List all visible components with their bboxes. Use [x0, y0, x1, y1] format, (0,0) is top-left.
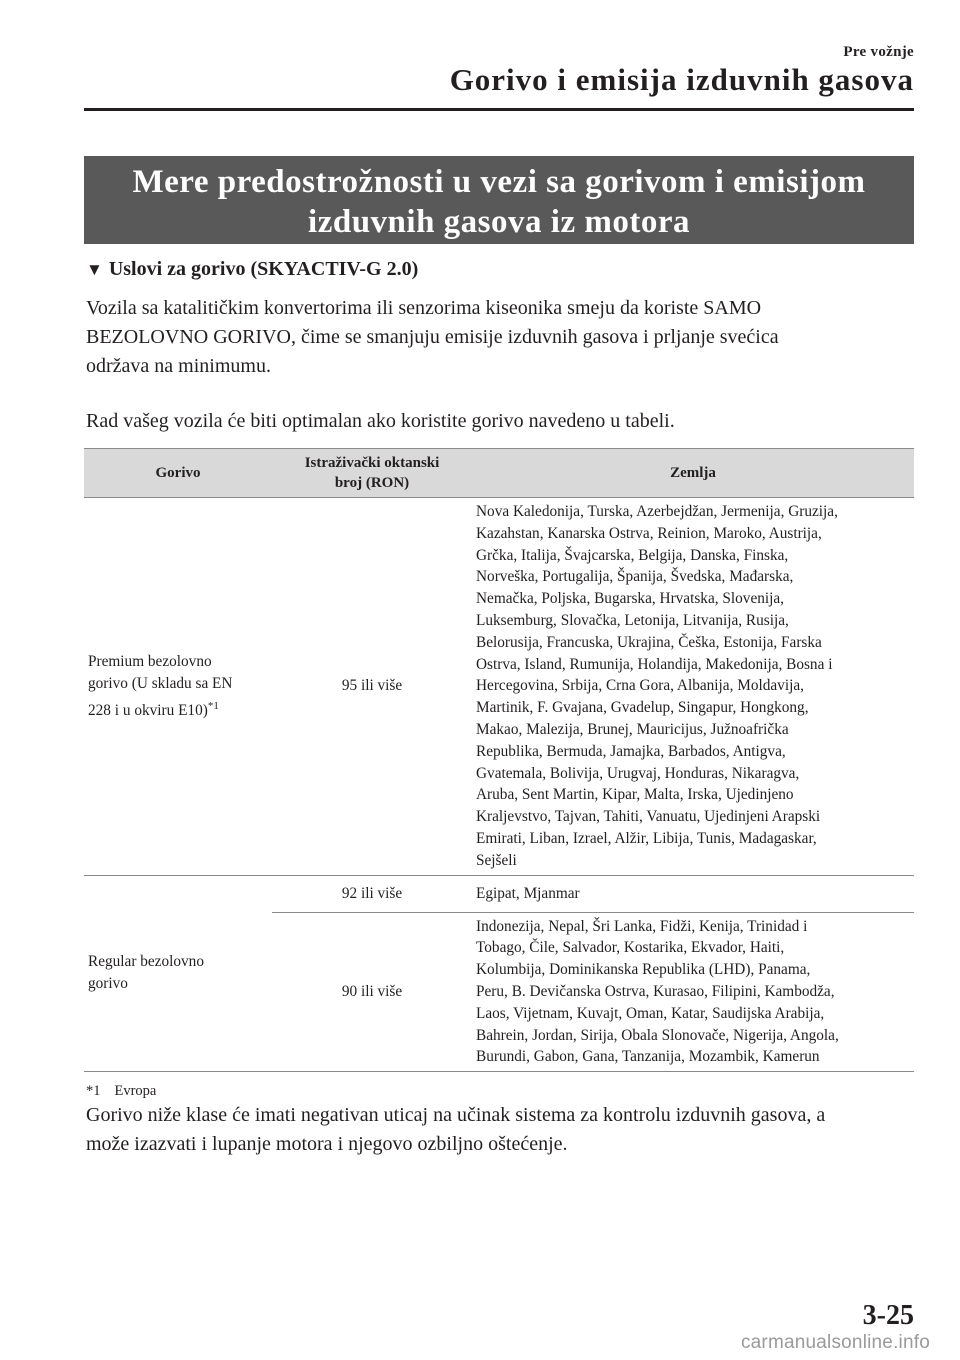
intro-line-2: BEZOLOVNO GORIVO, čime se smanjuju emisije izduvnih gasova i prljanje svećica: [86, 326, 779, 348]
premium-ron-cell: 95 ili više: [272, 498, 472, 876]
premium-country-line: Luksemburg, Slovačka, Letonija, Litvanija, Rusija,: [476, 611, 789, 629]
banner-line-2: izduvnih gasova iz motora: [308, 204, 690, 240]
table-intro-paragraph: Rad vašeg vozila će biti optimalan ako koristite gorivo navedeno u tabeli.: [86, 410, 675, 432]
footnote-marker: *1: [86, 1083, 101, 1099]
premium-country-line: Hercegovina, Srbija, Crna Gora, Albanija, Moldavija,: [476, 677, 804, 695]
closing-line-1: Gorivo niže klase će imati negativan uticaj na učinak sistema za kontrolu izduvnih gasova, a: [86, 1104, 826, 1126]
regular-ron-92-cell: 92 ili više: [272, 875, 472, 912]
regular-country-line: Bahrein, Jordan, Sirija, Obala Slonovače, Nigerija, Angola,: [476, 1026, 839, 1044]
premium-countries-cell: [472, 498, 914, 876]
header-ron: [272, 449, 472, 498]
regular-fuel-line-1: Regular bezolovno: [88, 953, 204, 971]
premium-fuel-cell: [84, 498, 272, 876]
header-section-label: Pre vožnje: [843, 44, 914, 60]
premium-country-line: Emirati, Liban, Izrael, Alžir, Libija, Tunis, Madagaskar,: [476, 829, 817, 847]
regular-country-line: Laos, Vijetnam, Kuvajt, Oman, Katar, Saudijska Arabija,: [476, 1004, 825, 1022]
banner-line-1: Mere predostrožnosti u vezi sa gorivom i emisijom: [132, 164, 866, 200]
premium-fuel-line-2: gorivo (U skladu sa EN: [88, 674, 233, 692]
premium-fuel-line-1: Premium bezolovno: [88, 652, 212, 670]
footnote-text: Evropa: [114, 1083, 157, 1099]
premium-country-line: Ostrva, Island, Rumunija, Holandija, Makedonija, Bosna i: [476, 655, 833, 673]
watermark: carmanualsonline.info: [740, 1332, 930, 1353]
regular-country-line: Peru, B. Devičanska Ostrva, Kurasao, Filipini, Kambodža,: [476, 982, 835, 1000]
header-fuel: Gorivo: [84, 449, 272, 498]
subheading: [86, 258, 418, 281]
footnote: [86, 1083, 156, 1100]
fuel-requirements-table: [84, 448, 914, 1072]
header-country: Zemlja: [472, 449, 914, 498]
closing-line-2: može izazvati i lupanje motora i njegovo ozbiljno oštećenje.: [86, 1133, 568, 1155]
header-ron-line-1: Istraživački oktanski: [304, 455, 440, 471]
regular-country-line: Kolumbija, Dominikanska Republika (LHD), Panama,: [476, 961, 811, 979]
page-number: 3-25: [862, 1300, 914, 1331]
premium-country-line: Makao, Malezija, Brunej, Mauricijus, Južnoafrička: [476, 720, 789, 738]
subheading-text: Uslovi za gorivo (SKYACTIV-G 2.0): [108, 258, 419, 280]
header-rule: [84, 108, 914, 111]
premium-country-line: Nova Kaledonija, Turska, Azerbejdžan, Jermenija, Gruzija,: [476, 503, 838, 520]
premium-country-line: Kraljevstvo, Tajvan, Tahiti, Vanuatu, Ujedinjeni Arapski: [476, 808, 821, 826]
intro-line-3: održava na minimumu.: [86, 355, 271, 377]
table-header-row: [84, 449, 914, 498]
premium-country-line: Nemačka, Poljska, Bugarska, Hrvatska, Slovenija,: [476, 590, 784, 608]
regular-country-line: Indonezija, Nepal, Šri Lanka, Fidži, Kenija, Trinidad i: [476, 917, 808, 935]
regular-ron-90-cell: 90 ili više: [272, 912, 472, 1072]
premium-country-line: Norveška, Portugalija, Španija, Švedska, Mađarska,: [476, 568, 794, 586]
premium-country-line: Aruba, Sent Martin, Kipar, Malta, Irska, Ujedinjeno: [476, 786, 794, 804]
section-banner: [84, 156, 914, 244]
intro-paragraph: [86, 294, 916, 381]
table-row-premium: [84, 498, 914, 876]
header-ron-line-2: broj (RON): [334, 475, 410, 491]
intro-line-1: Vozila sa katalitičkim konvertorima ili senzorima kiseonika smeju da koriste SAMO: [86, 297, 762, 319]
premium-country-line: Sejšeli: [476, 851, 517, 869]
regular-country-line: Tobago, Čile, Salvador, Kostarika, Ekvador, Haiti,: [476, 939, 785, 957]
regular-countries-92-cell: Egipat, Mjanmar: [472, 875, 914, 912]
table-row-regular-92: [84, 875, 914, 912]
closing-paragraph: [86, 1101, 916, 1159]
regular-fuel-cell: [84, 875, 272, 1072]
premium-country-line: Republika, Bermuda, Jamajka, Barbados, Antigva,: [476, 742, 786, 760]
regular-country-line: Burundi, Gabon, Gana, Tanzanija, Mozambik, Kamerun: [476, 1048, 820, 1066]
premium-country-line: Belorusija, Francuska, Ukrajina, Češka, Estonija, Farska: [476, 633, 822, 651]
regular-fuel-line-2: gorivo: [88, 975, 128, 993]
header-title: Gorivo i emisija izduvnih gasova: [449, 62, 914, 97]
premium-country-line: Martinik, F. Gvajana, Gvadelup, Singapur, Hongkong,: [476, 699, 809, 717]
premium-fuel-line-3: 228 i u okviru E10): [88, 701, 208, 719]
premium-country-line: Kazahstan, Kanarska Ostrva, Reinion, Maroko, Austrija,: [476, 524, 822, 542]
regular-countries-90-cell: [472, 912, 914, 1072]
premium-country-line: Grčka, Italija, Švajcarska, Belgija, Danska, Finska,: [476, 546, 789, 564]
premium-fuel-footnote-ref: *1: [207, 699, 219, 712]
premium-country-line: Gvatemala, Bolivija, Urugvaj, Honduras, Nikaragva,: [476, 764, 800, 782]
triangle-down-icon: ▼: [86, 260, 103, 279]
